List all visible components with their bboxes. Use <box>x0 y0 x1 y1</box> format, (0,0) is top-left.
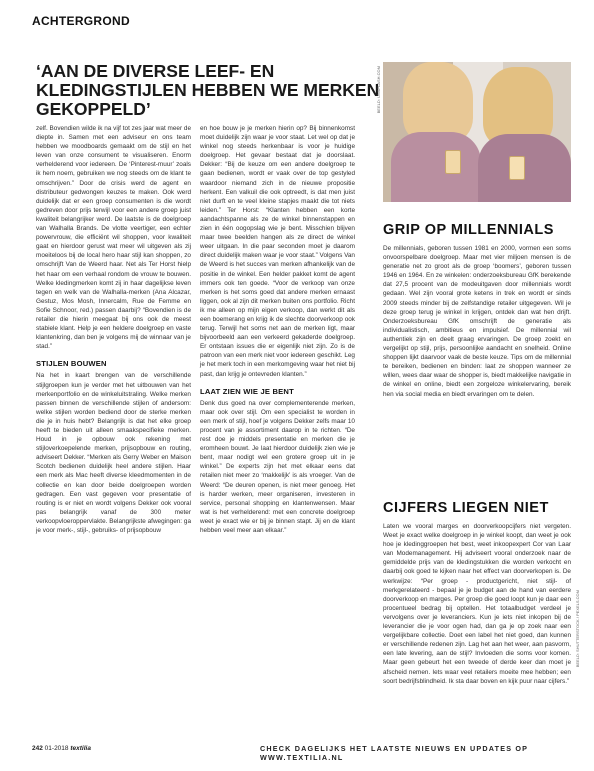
photo-person-left-body <box>391 132 481 202</box>
column-2-body-2: Denk dus goed na over complementerende merken, maar ook over stijl. Om een specialist te worden in een merk of stijl, hoef je volgens Dekker zelfs maar 10 procent van je assortiment daarop in te richten. “De rest doe je middels presentatie en merken die je eromheen bouwt. Je laat hierdoor duidelijk zien wie je bent, maar nodigt wel een grotere groep uit in je winkel.” De experts zijn het met elkaar eens dat retailen niet meer zo ‘makkelijk’ is als vroeger. Van de Weerd: “De deuren openen, is niet meer genoeg. Het is harder werken, meer organiseren, investeren in service, personal shopping en klantenwensen. Maar wat is het verhelderend: met een concrete doelgroep weet je exact wie er bij je binnen stapt. Jij en de klant hebben veel meer aan elkaar.” <box>200 399 355 535</box>
column-1-body: Na het in kaart brengen van de verschillende stijlgroepen kun je verder met het uitbouwen van het merkenportfolio en de winkeluitstraling. Welke merken passen binnen de verschillende stijlen of andersom: welke stijlen worden bediend door de sterke merken die je in huis hebt? Belangrijk is dat het elke groep heeft te bieden uit alleen smaakspecifieke merken. Houd in je opbouw ook rekening met stijloverkoepelende merken, prijsopbouw en routing, adviseert Dekker. “Merken als Gerry Weber en Maison Scotch bedienen duidelijk heel andere stijlen. Haar een merk als Mac heeft diverse kleedmomenten in de collectie en kan door beide doelgroepen worden gedragen. Een vast gegeven voor presentatie of routing is er niet en wordt volgens Dekker ook vooral pas belangrijk vanaf de 300 meter verkoopvloeroppervlakte. Belangrijkste afwegingen: ga je voor merk-, stijl-, gebruiks- of prijsopbouw <box>36 372 191 535</box>
sidebar-millennials-title: GRIP OP MILLENNIALS <box>383 222 554 238</box>
photo-phone-left <box>445 150 461 174</box>
photo-phone-right <box>509 156 525 180</box>
textilia-logo: textilia <box>70 745 91 752</box>
issue-number: 01-2018 <box>44 745 69 752</box>
article-headline: ‘AAN DE DIVERSE LEEF- EN KLEDINGSTIJLEN HEBBEN WE MERKEN GEKOPPELD’ <box>36 61 380 119</box>
page-number: 242 <box>32 745 43 752</box>
sidebar-cijfers-body: Laten we vooral marges en doorverkoopcijfers niet vergeten. Weet je exact welke doelgroep in je winkel koopt, dan weet je ook hoe je kledinggroepen het best, weet inkoopexpert Cor van Laar van Modemanagement. Hij adviseert vooral onderzoek naar de gemiddelde prijs van de kledingstukken die worden verkocht en daarbij ook goed te kijken naar het effect van doorverkopen is. De werkwijze: “Per groep - productgericht, niet stijl- of merkgerelateerd - bepaal je je budget aan de hand van eerdere doorverkoop en marges. Per groep die goed loopt kun je daar een procentueel bedrag bij optellen. Het totaalbudget verdeel je vervolgens over je leveranciers. Kun je iets niet inkopen bij de leverancier die je voor ogen had, dan ga je op zoek naar een vergelijkbare collectie. Doet een label het niet goed, dan kunnen er verschillende redenen zijn. Lag het aan het weer, aan pasvorm, een late levering, aan de stijl? Invloeden die soms voor komen. Maar geen gebeurt het een tweede of derde keer dan moet je afscheid nemen. Iets waar veel retailers moeite mee hebben; een soort bedrijfsblindheid. Ik sta daar boven en kijk puur naar cijfers.” <box>383 523 571 685</box>
subhead-stijlen-bouwen: STIJLEN BOUWEN <box>36 359 107 369</box>
sidebar-credit: BEELD: SHUTTERSTOCK / PEXELS.COM <box>575 590 580 668</box>
subhead-laat-zien: LAAT ZIEN WIE JE BENT <box>200 386 294 396</box>
column-1-intro: zelf. Bovendien wilde ik na vijf tot zes jaar wat meer de diepte in. Samen met een adviseur en ons team hebben we moodboards gemaakt om de stijl en het leven van onze consument te visualiseren. Enorm verhelderend voor iedereen. De ‘Pinterest-muur’ zoals ik hem noem, gebruiken we nog steeds om de klant te omschrijven.” Door de crisis werd de agent en distributeur gedwongen keuzes te maken. Ook werd duidelijk dat er een groep consumenten is die wordt gedreven door prijs terwijl voor een andere groep juist kwaliteit belangrijker werd. De laatste is de doelgroep van Walhalla Brands. De vlotte veertiger, een echter powervrouw, die efficiënt wil shoppen, voor kwaliteit gaat en hierdoor gerust wat meer wil uitgeven als zij moeiteloos bij de local hero haar stijl kan shoppen, zo omschrijft Van de Weerd haar. Net als Ter Horst hielp het haar om een verhaal rondom de vrouw te bouwen. Welke kledingmerken komt zij in haar dagelijkse leven tegen en welk van de Walhalla-merken (Ana Alcazar, Gestuz, Mos Mosh, Innercalm, Rue de Femme en Sofie Schnoor, red.) passen daarbij? “Bovendien is de retailer die hierin meegaat bij ons ook de meest stabiele klant. Help je een heldere doelgroep en vaste klantenkring, dan ben je volgens mij de winnaar van je stad.” <box>36 125 191 351</box>
sidebar-cijfers <box>383 500 571 686</box>
footer-tagline: CHECK DAGELIJKS HET LAATSTE NIEUWS EN UPDATES OP WWW.TEXTILIA.NL <box>260 744 529 762</box>
column-2-body: en hoe bouw je je merken hierin op? Bij binnenkomst moet duidelijk zijn waar je voor staat. Let wel op dat je winkel nog steeds herkenbaar is voor je huidige doelgroep. Het gevaar bestaat dat je doorslaat. Dekker: “Bij de keuze om een andere doelgroep te gaan bedienen, wordt er vaak over de top gestyled waardoor niemand zich in de nieuwe propositie herkent. Een valkuil die ook optreedt, is dat men juist niet durft en te veel kleine stapjes maakt die tot niets leiden.” Ter Horst: “Klanten hebben een korte aandachtspanne als ze de winkel binnenstappen en zien in één oogopslag wie je bent. Misschien blijven maar twee beelden hangen als ze direct de winkel weer uitgaan. In die paar seconden moet je daarom direct duidelijk maken waar je voor staat.” Volgens Van de Weerd is het succes van merken afhankelijk van de positie in de winkel. Een helder pakket komt de agent immers ook ten goede. “Voor de verkoop van onze merken is het soms goed dat andere merken ernaast liggen, ook al zijn dit merken buiten ons portfolio. Richt ik me alleen op mijn eigen verkoop, dan werkt dit als een boemerang en krijg ik de slechte doorverkoop ook terug. Terwijl het soms net aan de merken ligt, maar bijvoorbeeld aan een verkeerd gekaderde doelgroep. Er ontstaan issues die er eigenlijk niet zijn. Zo is de patroon van een merk niet voor iedereen geschikt. Leg je het merk toch in een merkomgeving waar het niet bij past, dan krijg je ontevreden klanten.” <box>200 125 355 378</box>
photo-credit: BEELD: UNSPLASH.COM <box>376 66 381 114</box>
article-photo <box>383 62 571 202</box>
article-column-2 <box>200 124 355 535</box>
sidebar-millennials-body: De millennials, geboren tussen 1981 en 2000, vormen een soms onvoorspelbare doelgroep. Maar met vier miljoen mensen is de generatie net zo groot als de groep ‘boomers’, geboren tussen 1946 en 1964. En ze winkelen: onderzoeksbureau GfK berekende dat 27,5 procent van de modeuitgaven door millennials wordt gedaan. Wel zijn vooral grote ketens in trek en wordt er sinds 2009 steeds minder bij de zelfstandige retailer uitgegeven. Wil je deze groep terug je winkel in krijgen, ontdek dan wat hen drijft. Onderzoeksbureau GfK omschrijft de generatie als individualistisch, ambitieus en impulsief. De millennial wil authentiek zijn en deelt graag ervaringen. De groep zoekt en vergelijkt op stijl, prijs, persoonlijke aandacht en snelheid. Online shoppen lijkt daarvoor vaak de beste keuze. Tips om de millennial te bereiken, bedienen en binden: laat ze shoppen wanneer ze willen, wees daar waar de shopper is, biedt makkelijke navigatie in de winkel en online, biedt een zorgeloze winkelervaring, bereik hen via social media en biedt ervaringen om te delen. <box>383 245 571 398</box>
section-label: ACHTERGROND <box>32 14 130 28</box>
sidebar-cijfers-title: CIJFERS LIEGEN NIET <box>383 500 549 516</box>
sidebar-millennials <box>383 222 571 399</box>
photo-person-left-hair <box>403 62 473 142</box>
article-column-1 <box>36 124 191 535</box>
footer-folio <box>32 745 91 752</box>
